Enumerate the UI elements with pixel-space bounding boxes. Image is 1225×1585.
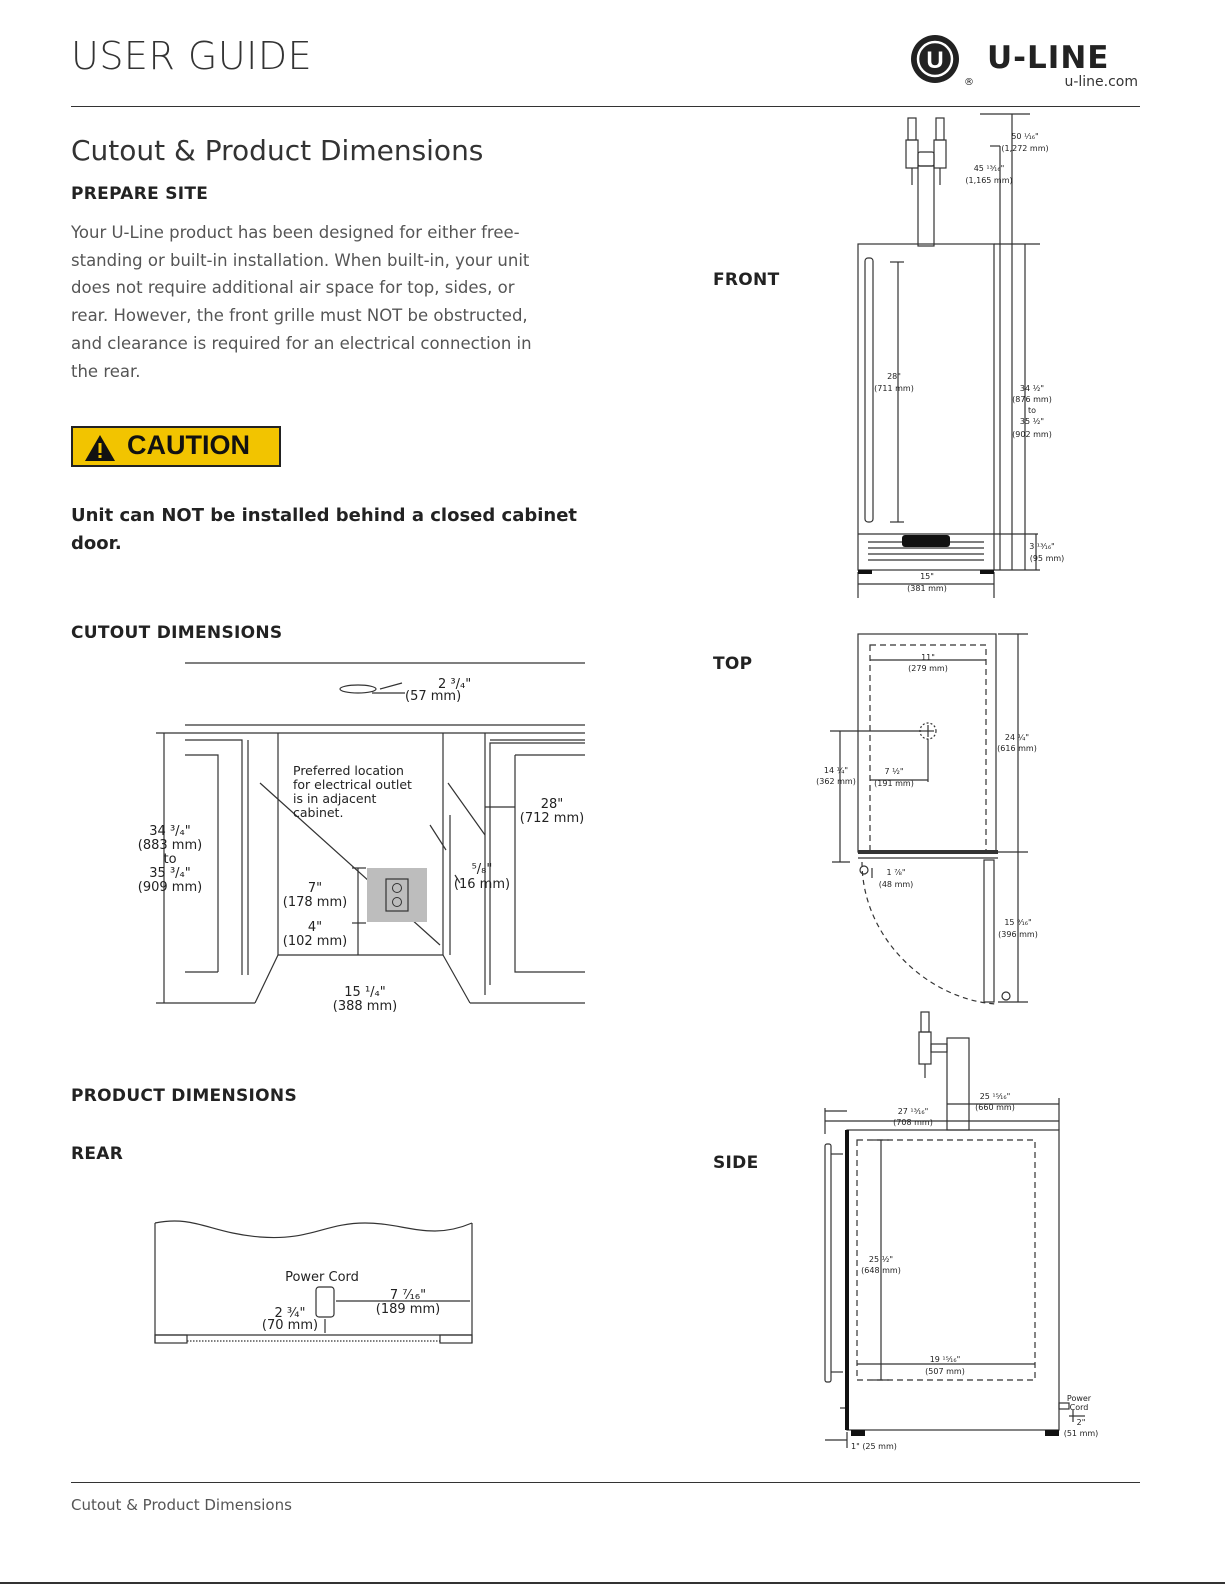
top-hinge-mm: (48 mm) bbox=[878, 880, 914, 889]
cutout-diagram bbox=[130, 655, 600, 1025]
cutout-height-mm-min: (883 mm) bbox=[137, 838, 203, 853]
cutout-gap-in: ⁵/₈" bbox=[471, 862, 493, 877]
front-h-mm-max: (902 mm) bbox=[1012, 430, 1052, 439]
side-cord-mm: (51 mm) bbox=[1063, 1429, 1099, 1438]
header-rule bbox=[71, 106, 1140, 107]
guide-title: USER GUIDE bbox=[71, 34, 313, 78]
top-hinge-in: 1 ⅞" bbox=[886, 868, 906, 877]
front-door-mm: (711 mm) bbox=[874, 384, 914, 393]
front-h-to: to bbox=[1027, 406, 1037, 415]
side-cab-mm: (660 mm) bbox=[975, 1103, 1015, 1112]
side-heading: SIDE bbox=[713, 1153, 759, 1173]
footer-text: Cutout & Product Dimensions bbox=[71, 1496, 292, 1514]
outlet-note-2: for electrical outlet bbox=[293, 777, 412, 792]
top-depth-mm: (616 mm) bbox=[997, 744, 1037, 753]
cutout-gap-mm: (16 mm) bbox=[453, 877, 511, 892]
outlet-note-1: Preferred location bbox=[293, 763, 404, 778]
side-diagram bbox=[815, 1008, 1105, 1458]
side-inner-h-mm: (648 mm) bbox=[861, 1266, 901, 1275]
section-title: Cutout & Product Dimensions bbox=[71, 134, 484, 167]
page-bottom-edge bbox=[0, 1582, 1225, 1584]
front-heading: FRONT bbox=[713, 270, 780, 290]
warning-triangle-icon bbox=[83, 433, 117, 463]
top-tap-depth-mm: (362 mm) bbox=[816, 777, 856, 786]
product-heading: PRODUCT DIMENSIONS bbox=[71, 1086, 297, 1106]
side-inner-d-mm: (507 mm) bbox=[925, 1367, 965, 1376]
logo-url: u-line.com bbox=[1064, 74, 1138, 90]
outlet-note-3: is in adjacent bbox=[293, 791, 377, 806]
rear-bottom-mm: (70 mm) bbox=[261, 1318, 319, 1333]
front-tap-mm: (1,165 mm) bbox=[965, 176, 1013, 185]
cutout-width-mm: (388 mm) bbox=[332, 999, 398, 1014]
cutout-hole-mm: (57 mm) bbox=[405, 689, 462, 704]
cutout-height-mm-max: (909 mm) bbox=[137, 880, 203, 895]
cutout-heading: CUTOUT DIMENSIONS bbox=[71, 623, 283, 643]
side-cab-in: 25 ¹⁵⁄₁₆" bbox=[979, 1092, 1011, 1101]
uline-logo-icon bbox=[909, 33, 974, 89]
front-h-in-max: 35 ½" bbox=[1019, 417, 1045, 426]
top-diagram bbox=[810, 630, 1050, 1010]
side-door-gap: 1" (25 mm) bbox=[851, 1442, 897, 1451]
side-inner-h-in: 25 ½" bbox=[868, 1255, 894, 1264]
rear-diagram bbox=[150, 1215, 480, 1350]
rear-side-in: 7 ⁷⁄₁₆" bbox=[389, 1288, 427, 1303]
top-inner-w-mm: (279 mm) bbox=[908, 664, 948, 673]
side-cord-in: 2" bbox=[1076, 1418, 1086, 1427]
top-inner-w-in: 11" bbox=[921, 653, 935, 662]
front-width-mm: (381 mm) bbox=[907, 584, 947, 593]
front-total-mm: (1,272 mm) bbox=[1001, 144, 1049, 153]
rear-power-cord: Power Cord bbox=[285, 1270, 359, 1285]
front-total-in: 50 ¹⁄₁₆" bbox=[1011, 132, 1039, 141]
top-tap-depth-in: 14 ¼" bbox=[823, 766, 849, 775]
front-grille-in: 3 ¹³⁄₁₆" bbox=[1029, 542, 1055, 551]
side-power-2: Cord bbox=[1069, 1403, 1089, 1412]
caution-text: Unit can NOT be installed behind a closed cabinet door. bbox=[71, 505, 578, 554]
caution-banner bbox=[71, 426, 281, 467]
top-swing-in: 15 ⁹⁄₁₆" bbox=[1004, 918, 1032, 927]
outlet-bottom-in: 4" bbox=[307, 920, 323, 935]
front-width-in: 15" bbox=[920, 572, 934, 581]
registered-mark: ® bbox=[964, 77, 974, 88]
cutout-height-in-max: 35 ³/₄" bbox=[149, 866, 191, 881]
top-tap-side-in: 7 ½" bbox=[884, 767, 904, 776]
cutout-width-in: 15 ¹/₄" bbox=[344, 985, 386, 1000]
front-door-in: 28" bbox=[887, 372, 901, 381]
caution-label: CAUTION bbox=[127, 430, 250, 460]
logo-wordmark: U-LINE bbox=[987, 40, 1110, 76]
rear-heading: REAR bbox=[71, 1144, 124, 1164]
rear-side-mm: (189 mm) bbox=[375, 1302, 441, 1317]
outlet-note-4: cabinet. bbox=[293, 805, 344, 820]
front-tap-in: 45 ¹³⁄₁₆" bbox=[973, 164, 1005, 173]
side-power-1: Power bbox=[1066, 1394, 1092, 1403]
footer-rule bbox=[71, 1482, 1140, 1483]
prepare-site-heading: PREPARE SITE bbox=[71, 184, 209, 204]
front-h-in-min: 34 ½" bbox=[1019, 384, 1045, 393]
cutout-depth-in: 28" bbox=[540, 797, 564, 812]
cutout-hole-in: 2 ³/₄" bbox=[438, 677, 472, 692]
front-grille-mm: (95 mm) bbox=[1029, 554, 1065, 563]
side-inner-d-in: 19 ¹⁵⁄₁₆" bbox=[929, 1355, 961, 1364]
side-depth-mm: (708 mm) bbox=[893, 1118, 933, 1127]
top-tap-side-mm: (191 mm) bbox=[874, 779, 914, 788]
rear-bottom-in: 2 ¾" bbox=[274, 1306, 306, 1321]
outlet-height-mm: (178 mm) bbox=[282, 895, 348, 910]
cutout-depth-mm: (712 mm) bbox=[519, 811, 585, 826]
front-diagram bbox=[840, 110, 1070, 600]
outlet-height-in: 7" bbox=[307, 881, 323, 896]
top-depth-in: 24 ¼" bbox=[1004, 733, 1030, 742]
top-heading: TOP bbox=[713, 654, 753, 674]
cutout-height-to: to bbox=[163, 852, 177, 867]
logo-letter: U bbox=[926, 47, 944, 74]
top-swing-mm: (396 mm) bbox=[998, 930, 1038, 939]
prepare-site-text: Your U-Line product has been designed for either free-standing or built-in installation. When built-in, your unit does not require additional air space for top, sides, or rear. However, the front grille must NOT be obstructed, and clearance is required for an electrical connection in the rear. bbox=[71, 223, 532, 381]
cutout-height-in-min: 34 ³/₄" bbox=[149, 824, 191, 839]
side-depth-in: 27 ¹³⁄₁₆" bbox=[897, 1107, 929, 1116]
outlet-bottom-mm: (102 mm) bbox=[282, 934, 348, 949]
front-h-mm-min: (876 mm) bbox=[1012, 395, 1052, 404]
